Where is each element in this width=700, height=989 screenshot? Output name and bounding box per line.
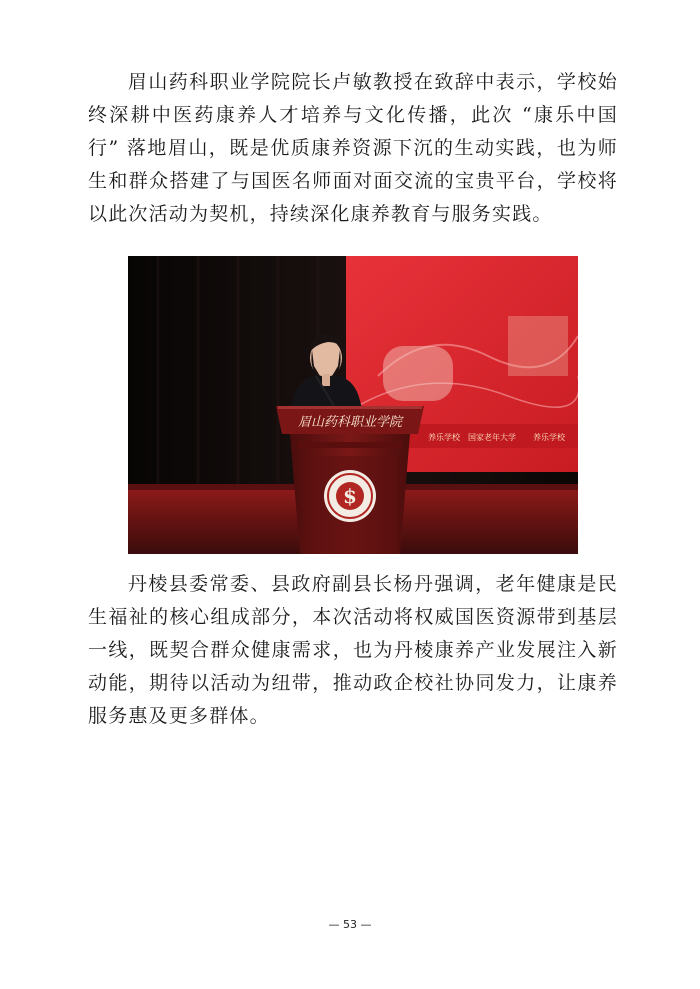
screen-label-3: 养乐学校 <box>533 433 565 442</box>
page-number: — 53 — <box>328 918 372 931</box>
paragraph-president-speech: 眉山药科职业学院院长卢敏教授在致辞中表示，学校始终深耕中医药康养人才培养与文化传播，此次 “康乐中国行” 落地眉山，既是优质康养资源下沉的生动实践，也为师生和群众搭建了与国医名师面对面交流的宝贵平台，学校将以此次活动为契机，持续深化康养教育与服务实践。 <box>88 71 618 225</box>
screen-label-1: 养乐学校 <box>428 433 460 442</box>
event-photo <box>128 256 578 554</box>
college-emblem <box>324 470 376 522</box>
podium-sign: 眉山药科职业学院 <box>297 415 403 430</box>
screen-label-2: 国家老年大学 <box>468 433 516 442</box>
paragraph-vice-county-head: 丹棱县委常委、县政府副县长杨丹强调，老年健康是民生福祉的核心组成部分，本次活动将权威国医资源带到基层一线，既契合群众健康需求，也为丹棱康养产业发展注入新动能，期待以活动为纽带，推动政企校社协同发力，让康养服务惠及更多群体。 <box>88 573 618 727</box>
svg-text:$: $ <box>343 484 357 508</box>
